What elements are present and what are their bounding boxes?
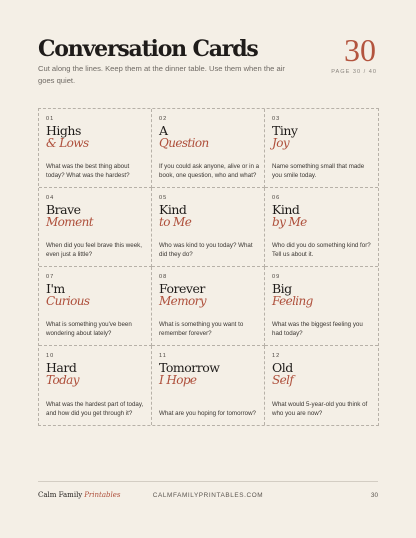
card-number: 04 bbox=[46, 195, 55, 201]
card-number: 11 bbox=[159, 353, 167, 359]
conversation-card bbox=[152, 267, 265, 346]
card-title-accent: Joy bbox=[272, 136, 290, 150]
card-question: What is something you want to remember forever? bbox=[159, 320, 244, 338]
card-question: What are you hoping for tomorrow? bbox=[159, 410, 256, 418]
conversation-card bbox=[39, 109, 152, 188]
card-title: A bbox=[159, 123, 168, 138]
card-question: What was the biggest feeling you had today? bbox=[272, 320, 363, 338]
conversation-card bbox=[152, 109, 265, 188]
conversation-card bbox=[265, 188, 378, 267]
card-question: If you could ask anyone, alive or in a book, one question, who and what? bbox=[159, 162, 260, 180]
card-question: What was the hardest part of today, and how did you get through it? bbox=[46, 400, 144, 418]
brand-name: Calm Family bbox=[38, 491, 83, 499]
card-question: What would 5-year-old you think of who you are now? bbox=[272, 400, 368, 418]
card-number: 02 bbox=[159, 116, 168, 122]
page-counter: PAGE 30 / 40 bbox=[331, 69, 377, 75]
card-number: 05 bbox=[159, 195, 168, 201]
card-question: Who was kind to you today? What did they do? bbox=[159, 241, 253, 259]
card-title-accent: Memory bbox=[159, 294, 206, 308]
conversation-card bbox=[39, 267, 152, 346]
brand-name-accent: Printables bbox=[84, 491, 121, 499]
page-title: Conversation Cards bbox=[38, 36, 258, 62]
card-question: Who did you do something kind for? Tell us about it. bbox=[272, 241, 371, 259]
footer-page-number: 30 bbox=[370, 492, 378, 499]
card-number: 12 bbox=[272, 353, 281, 359]
card-title-accent: Feeling bbox=[272, 294, 313, 308]
conversation-card bbox=[265, 109, 378, 188]
card-title-accent: Today bbox=[46, 373, 79, 387]
conversation-card bbox=[265, 346, 378, 425]
card-grid bbox=[38, 108, 379, 426]
card-number: 09 bbox=[272, 274, 281, 280]
conversation-card bbox=[39, 346, 152, 425]
card-title: Kind bbox=[159, 202, 187, 217]
card-question: What was the best thing about today? What was the hardest? bbox=[46, 162, 130, 180]
card-title: Forever bbox=[159, 281, 205, 296]
card-number: 10 bbox=[46, 353, 55, 359]
card-title-accent: by Me bbox=[272, 215, 307, 229]
card-question: What is something you've been wondering about lately? bbox=[46, 320, 132, 338]
card-number: 03 bbox=[272, 116, 281, 122]
card-number: 08 bbox=[159, 274, 168, 280]
card-question: Name something small that made you smile today. bbox=[272, 162, 365, 180]
card-number: 01 bbox=[46, 116, 55, 122]
page-number-large: 30 bbox=[344, 32, 376, 68]
card-title: Highs bbox=[46, 123, 81, 138]
card-title: Kind bbox=[272, 202, 300, 217]
card-title: Tiny bbox=[272, 123, 298, 138]
card-title: I'm bbox=[46, 281, 65, 296]
card-title-accent: & Lows bbox=[46, 136, 89, 150]
page-instructions: Cut along the lines. Keep them at the dinner table. Use them when the air goes quiet. bbox=[38, 64, 285, 85]
footer-website: CALMFAMILYPRINTABLES.COM bbox=[152, 492, 264, 499]
conversation-card bbox=[39, 188, 152, 267]
card-number: 07 bbox=[46, 274, 55, 280]
card-title-accent: Question bbox=[159, 136, 209, 150]
card-title-accent: to Me bbox=[159, 215, 192, 229]
card-title: Old bbox=[272, 360, 293, 375]
card-title-accent: Moment bbox=[46, 215, 93, 229]
card-title: Hard bbox=[46, 360, 77, 375]
card-question: When did you feel brave this week, even just a little? bbox=[46, 241, 142, 259]
footer-divider bbox=[38, 481, 378, 482]
card-number: 06 bbox=[272, 195, 281, 201]
conversation-card bbox=[152, 188, 265, 267]
conversation-card bbox=[152, 346, 265, 425]
card-title-accent: Curious bbox=[46, 294, 90, 308]
card-title: Big bbox=[272, 281, 292, 296]
card-title: Tomorrow bbox=[159, 360, 220, 375]
card-title-accent: Self bbox=[272, 373, 294, 387]
conversation-card bbox=[265, 267, 378, 346]
card-title: Brave bbox=[46, 202, 81, 217]
card-title-accent: I Hope bbox=[159, 373, 197, 387]
